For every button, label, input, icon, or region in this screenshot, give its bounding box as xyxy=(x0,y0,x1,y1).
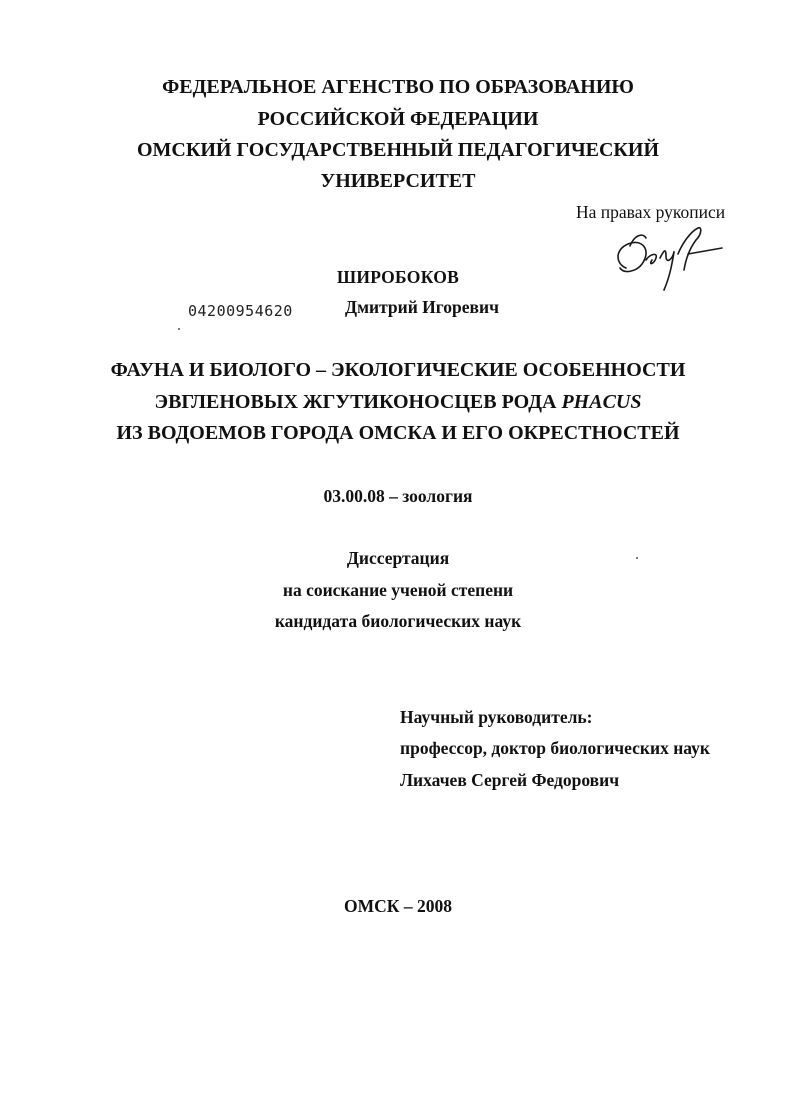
registration-number: 04200954620 xyxy=(188,302,293,320)
author-given-names: Дмитрий Игоревич xyxy=(345,297,499,317)
place-year: ОМСК – 2008 xyxy=(344,896,452,916)
title-line-3: ИЗ ВОДОЕМОВ ГОРОДА ОМСКА И ЕГО ОКРЕСТНОСТЕЙ xyxy=(116,422,680,444)
supervisor-name: Лихачев Сергей Федорович xyxy=(400,770,620,790)
degree-line-2: на соискание ученой степени xyxy=(282,580,514,600)
org-line-3: ОМСКИЙ ГОСУДАРСТВЕННЫЙ ПЕДАГОГИЧЕСКИЙ xyxy=(136,139,660,161)
scan-speck xyxy=(178,328,180,330)
supervisor-label: Научный руководитель: xyxy=(400,707,593,727)
manuscript-note: На правах рукописи xyxy=(576,202,726,222)
title-line-1: ФАУНА И БИОЛОГО – ЭКОЛОГИЧЕСКИЕ ОСОБЕННОСТИ xyxy=(110,359,686,381)
author-surname: ШИРОБОКОВ xyxy=(336,267,460,287)
supervisor-rank: профессор, доктор биологических наук xyxy=(400,738,710,758)
specialty: 03.00.08 – зоология xyxy=(323,486,473,506)
degree-line-1: Диссертация xyxy=(346,548,450,568)
title-line-2 xyxy=(0,392,796,412)
degree-line-3: кандидата биологических наук xyxy=(274,611,522,631)
scan-speck xyxy=(636,557,638,559)
title-line-2-text: ЭВГЛЕНОВЫХ ЖГУТИКОНОСЦЕВ РОДА xyxy=(154,391,562,413)
title-genus: PHACUS xyxy=(561,391,642,413)
org-line-2: РОССИЙСКОЙ ФЕДЕРАЦИИ xyxy=(257,108,539,130)
org-line-1: ФЕДЕРАЛЬНОЕ АГЕНСТВО ПО ОБРАЗОВАНИЮ xyxy=(162,76,634,98)
org-line-4: УНИВЕРСИТЕТ xyxy=(320,170,476,192)
